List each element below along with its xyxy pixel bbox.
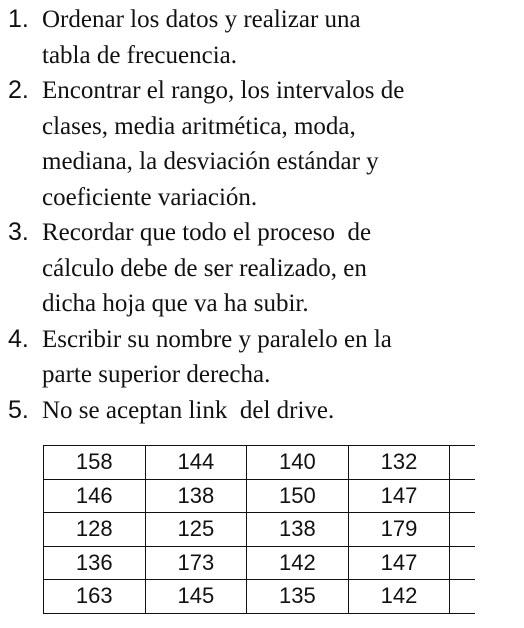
instruction-text [42, 73, 512, 215]
instruction-number: 1. [8, 5, 29, 33]
table-cell: 147 [348, 546, 450, 580]
table-cell: 142 [348, 580, 450, 614]
table-cell-empty [450, 513, 475, 547]
table-cell: 132 [348, 446, 450, 480]
table-cell: 135 [247, 580, 349, 614]
table-cell-empty [450, 580, 475, 614]
table-cell: 173 [145, 546, 247, 580]
instruction-line: cálculo debe de ser realizado, en [42, 254, 367, 282]
table-cell: 147 [348, 479, 450, 513]
instruction-line: Ordenar los datos y realizar una [42, 6, 361, 33]
instruction-line: No se aceptan link del drive. [42, 396, 335, 424]
instruction-line: parte superior derecha. [42, 361, 271, 388]
instruction-item-3 [0, 215, 520, 322]
instruction-line: clases, media aritmética, moda, [42, 112, 356, 140]
table-cell: 138 [247, 513, 349, 547]
instruction-item-4 [0, 322, 520, 393]
instruction-item-1 [0, 2, 520, 73]
data-table [43, 445, 475, 614]
instruction-item-5 [0, 393, 520, 429]
table-cell: 179 [348, 513, 450, 547]
table-cell: 128 [44, 513, 146, 547]
table-row [44, 446, 476, 480]
instruction-number: 4. [8, 324, 29, 353]
table-cell: 138 [145, 479, 247, 513]
table-cell: 145 [145, 580, 247, 614]
instruction-text [42, 2, 512, 73]
table-cell-empty [450, 546, 475, 580]
table-cell: 150 [247, 479, 349, 513]
table-cell: 136 [44, 546, 146, 580]
instruction-line: tabla de frecuencia. [42, 41, 238, 69]
table-cell-empty [450, 446, 475, 480]
instruction-line: dicha hoja que va ha subir. [42, 290, 309, 317]
table-row [44, 546, 476, 580]
instruction-number: 5. [8, 395, 29, 424]
instruction-line: coeficiente variación. [42, 183, 258, 211]
instruction-line: Encontrar el rango, los intervalos de [42, 77, 405, 104]
instruction-number: 2. [8, 76, 29, 104]
table-cell: 144 [145, 446, 247, 480]
instruction-text [42, 393, 512, 429]
instruction-line: mediana, la desviación estándar y [42, 148, 379, 175]
instruction-list [0, 2, 520, 428]
instruction-line: Recordar que todo el proceso de [42, 219, 372, 246]
data-table-container [43, 445, 475, 627]
table-row [44, 513, 476, 547]
table-row [44, 479, 476, 513]
instruction-number: 3. [8, 218, 29, 246]
instruction-line: Escribir su nombre y paralelo en la [42, 325, 392, 353]
table-cell-empty [450, 479, 475, 513]
table-cell: 140 [247, 446, 349, 480]
table-cell: 146 [44, 479, 146, 513]
table-cell: 142 [247, 546, 349, 580]
instruction-text [42, 322, 512, 393]
table-cell: 158 [44, 446, 146, 480]
table-row [44, 580, 476, 614]
table-cell: 125 [145, 513, 247, 547]
instruction-item-2 [0, 73, 520, 215]
table-cell: 163 [44, 580, 146, 614]
instruction-text [42, 215, 512, 322]
